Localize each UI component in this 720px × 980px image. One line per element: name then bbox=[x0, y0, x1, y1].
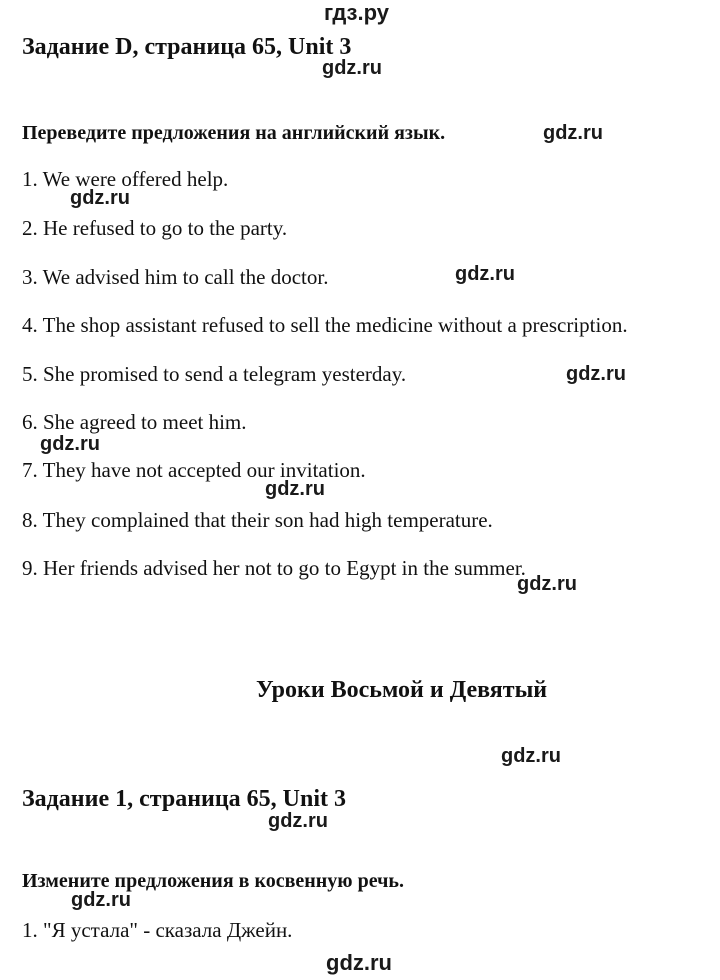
watermark: gdz.ru bbox=[70, 187, 130, 209]
exercise-item: 1. "Я устала" - сказала Джейн. bbox=[22, 918, 293, 942]
watermark: gdz.ru bbox=[322, 57, 382, 79]
watermark: gdz.ru bbox=[265, 478, 325, 500]
watermark: gdz.ru bbox=[566, 363, 626, 385]
watermark: gdz.ru bbox=[517, 573, 577, 595]
watermark: gdz.ru bbox=[71, 889, 131, 911]
instruction: Переведите предложения на английский язык. bbox=[22, 122, 446, 144]
instruction: Измените предложения в косвенную речь. bbox=[22, 870, 404, 892]
exercise-item: 9. Her friends advised her not to go to Egypt in the summer. bbox=[22, 556, 526, 580]
exercise-item: 4. The shop assistant refused to sell the medicine without a prescription. bbox=[22, 313, 628, 337]
exercise-item: 8. They complained that their son had high temperature. bbox=[22, 508, 493, 532]
watermark: gdz.ru bbox=[455, 263, 515, 285]
watermark: gdz.ru bbox=[326, 950, 392, 975]
exercise-item: 5. She promised to send a telegram yesterday. bbox=[22, 362, 407, 386]
section-title: Задание 1, страница 65, Unit 3 bbox=[22, 786, 347, 812]
exercise-item: 1. We were offered help. bbox=[22, 167, 229, 191]
exercise-item: 7. They have not accepted our invitation. bbox=[22, 458, 366, 482]
watermark: gdz.ru bbox=[501, 745, 561, 767]
section-title: Задание D, страница 65, Unit 3 bbox=[22, 34, 352, 60]
watermark: gdz.ru bbox=[40, 433, 100, 455]
watermark: gdz.ru bbox=[543, 122, 603, 144]
lessons-heading: Уроки Восьмой и Девятый bbox=[256, 677, 548, 703]
exercise-item: 3. We advised him to call the doctor. bbox=[22, 265, 329, 289]
exercise-item: 2. He refused to go to the party. bbox=[22, 216, 288, 240]
site-watermark-top: гдз.ру bbox=[324, 0, 389, 25]
exercise-item: 6. She agreed to meet him. bbox=[22, 410, 247, 434]
watermark: gdz.ru bbox=[268, 810, 328, 832]
